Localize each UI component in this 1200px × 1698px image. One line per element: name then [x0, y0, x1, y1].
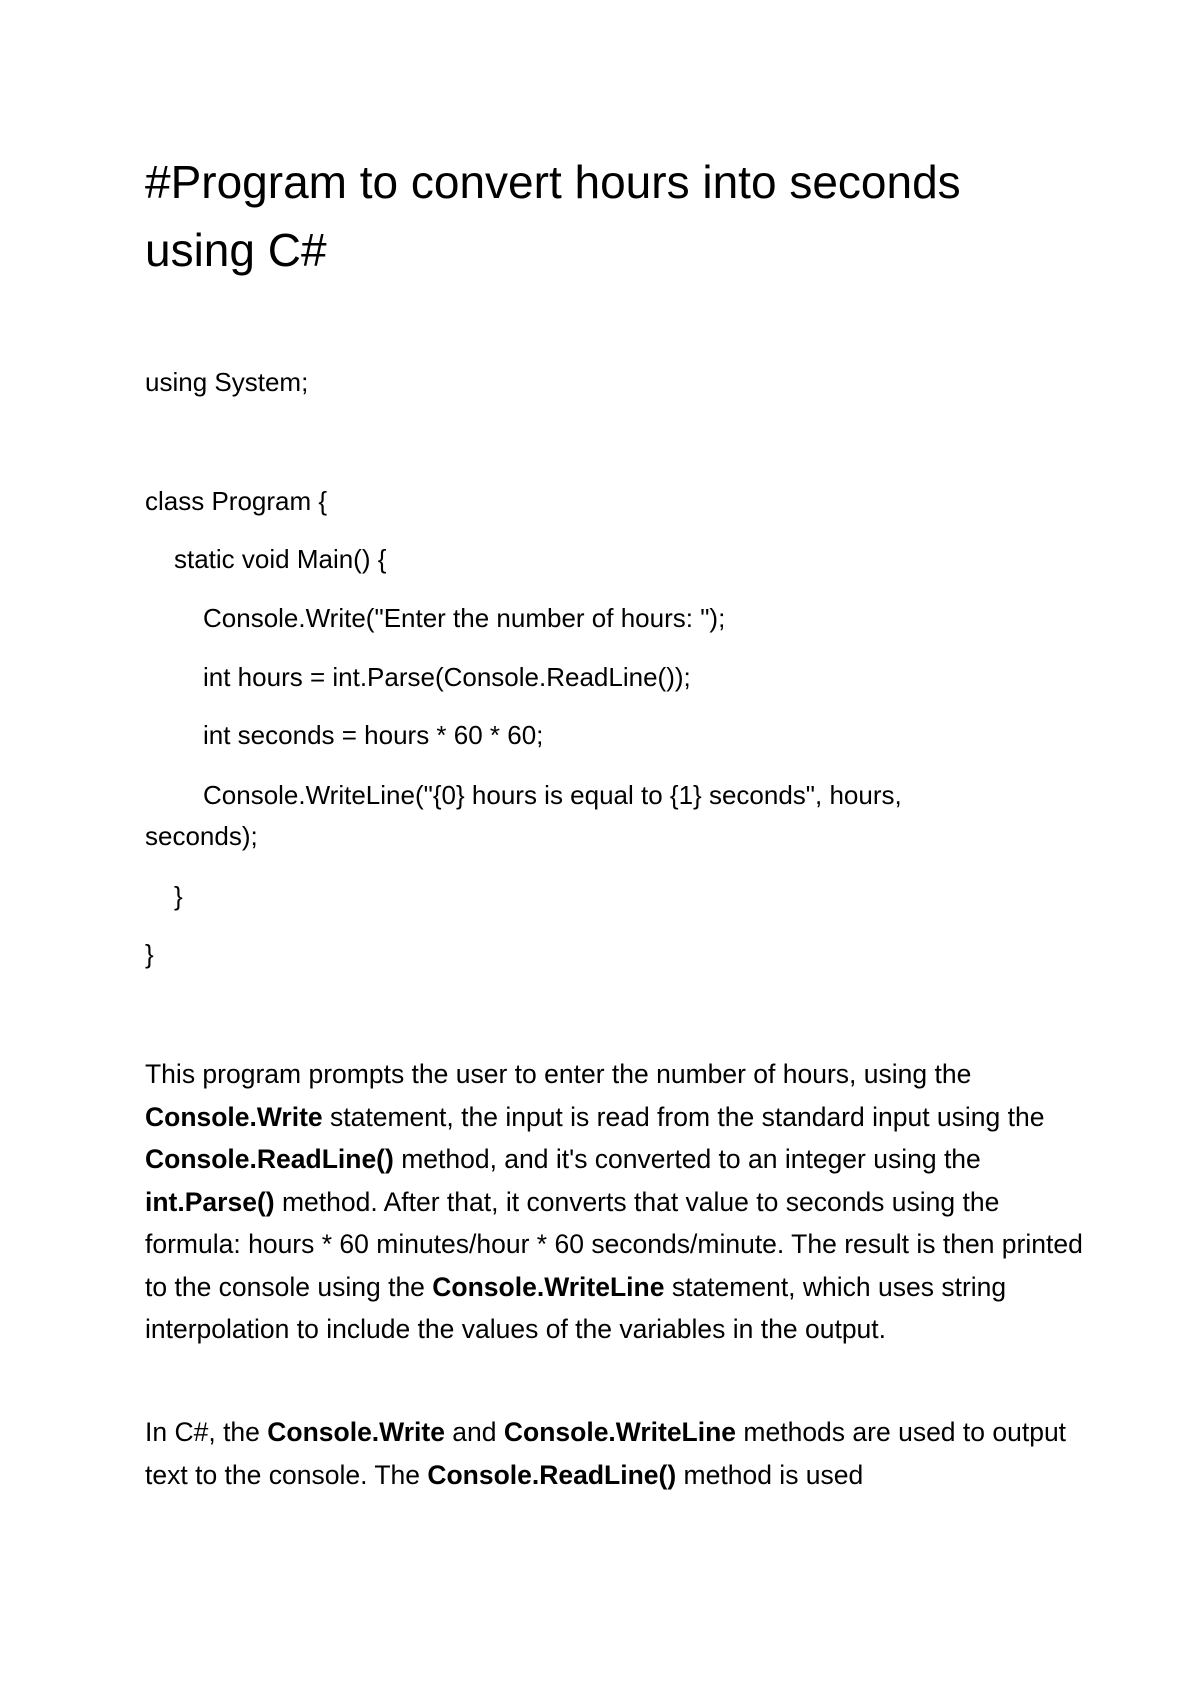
code-write-line: Console.Write("Enter the number of hours: "); — [203, 603, 726, 633]
paragraph1-text-5: statement, which uses string interpolation to include the values of the variables in the output. — [145, 1271, 1007, 1344]
explanation-paragraph — [145, 1053, 1085, 1351]
code-seconds-line: int seconds = hours * 60 * 60; — [203, 720, 544, 750]
paragraph2-text-4: method is used — [676, 1459, 864, 1490]
paragraph1-text-2: statement, the input is read from the standard input using the — [322, 1101, 1045, 1132]
code-class-open: class Program { — [145, 486, 328, 516]
paragraph1-text-4: method. After that, it converts that value to seconds using the formula: hours * 60 minutes/hour * 60 seconds/minute. The result is then printed to the console using the — [145, 1186, 1083, 1302]
code-main-close: } — [174, 881, 183, 911]
paragraph2-text-3: methods are used to output text to the console. The — [145, 1417, 1067, 1490]
paragraph1-text-1: This program prompts the user to enter the number of hours, using the — [145, 1059, 972, 1089]
paragraph1-bold-int-parse: int.Parse() — [145, 1186, 275, 1217]
paragraph1-bold-console-writeline: Console.WriteLine — [432, 1271, 665, 1302]
code-parse-line: int hours = int.Parse(Console.ReadLine()); — [203, 662, 691, 692]
code-class-close: } — [145, 939, 154, 969]
console-methods-paragraph — [145, 1411, 1085, 1496]
document-title: #Program to convert hours into seconds using C# — [145, 156, 961, 276]
paragraph1-bold-console-write: Console.Write — [145, 1101, 323, 1132]
paragraph2-bold-console-writeline: Console.WriteLine — [503, 1417, 737, 1447]
code-writeline-part1: Console.WriteLine("{0} hours is equal to {1} seconds", hours, — [203, 780, 902, 810]
paragraph1-text-3: method, and it's converted to an integer using the — [393, 1144, 981, 1174]
paragraph2-text-1: In C#, the — [145, 1417, 268, 1447]
code-main-open: static void Main() { — [174, 544, 387, 574]
code-using-line: using System; — [145, 367, 309, 397]
code-writeline-part2: seconds); — [145, 821, 258, 851]
paragraph2-bold-console-write: Console.Write — [267, 1417, 445, 1447]
paragraph2-bold-console-readline: Console.ReadLine() — [427, 1459, 677, 1490]
paragraph1-bold-console-readline: Console.ReadLine() — [145, 1144, 394, 1174]
paragraph2-text-2: and — [444, 1417, 504, 1447]
